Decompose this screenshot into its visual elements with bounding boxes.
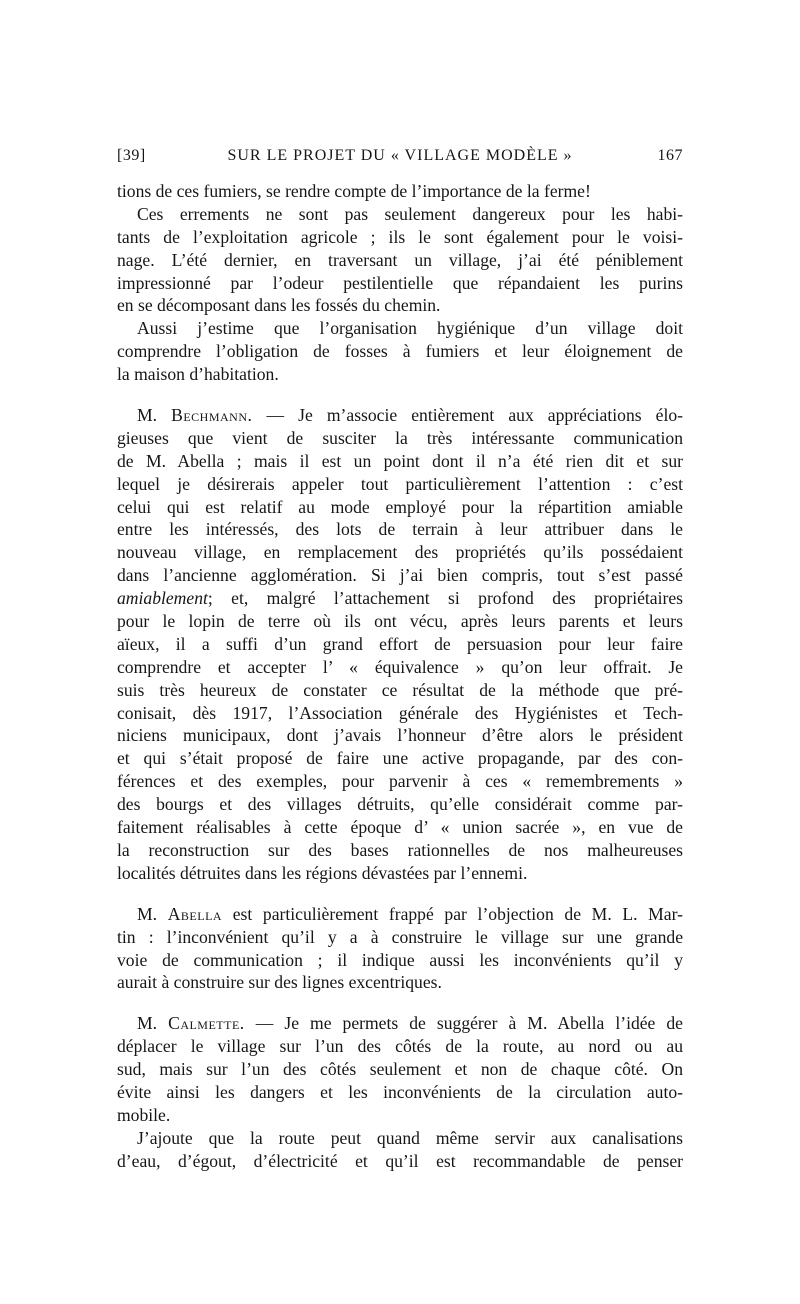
- paragraph-gap: [117, 994, 683, 1012]
- speaker-name: Abella: [167, 903, 223, 924]
- speaker-line: [117, 903, 683, 926]
- text-line: la maison d’habitation.: [117, 364, 279, 385]
- speaker-line: [117, 404, 683, 427]
- paragraph-gap: [117, 386, 683, 404]
- text-line: d’eau, d’égout, d’électricité et qu’il est recommandable de penser: [117, 1150, 683, 1171]
- page-number: 167: [657, 147, 683, 164]
- text-line: entre les intéressés, des lots de terrain à leur attribuer dans le: [117, 519, 683, 540]
- paragraph-errements: [117, 203, 683, 317]
- paragraph-abella: [117, 903, 683, 995]
- text-line: Ces errements ne sont pas seulement dangereux pour les habi-: [137, 203, 683, 224]
- text-line: niciens municipaux, dont j’avais l’honneur d’être alors le président: [117, 725, 683, 746]
- text-line: suis très heureux de constater ce résultat de la méthode que pré-: [117, 679, 683, 700]
- text-line: localités détruites dans les régions dévastées par l’ennemi.: [117, 862, 528, 883]
- text-line: mobile.: [117, 1104, 171, 1125]
- speech-start: — Je m’associe entièrement aux appréciations élo-: [252, 405, 683, 426]
- text-line: impressionné par l’odeur pestilentielle que répandaient les purins: [117, 272, 683, 293]
- text-line: la reconstruction sur des bases rationnelles de nos malheureuses: [117, 839, 683, 860]
- text-line: nouveau village, en remplacement des propriétés qu’ils possédaient: [117, 542, 683, 563]
- text-line: tants de l’exploitation agricole ; ils le sont également pour le voisi-: [117, 226, 683, 247]
- line-rest: ; et, malgré l’attachement si profond des propriétaires: [207, 588, 683, 609]
- text-line: pour le lopin de terre où ils ont vécu, après leurs parents et leurs: [117, 611, 683, 632]
- speech-start: — Je me permets de suggérer à M. Abella l’idée de: [244, 1013, 683, 1034]
- paragraph-bechmann: [117, 404, 683, 885]
- text-line: Aussi j’estime que l’organisation hygiénique d’un village doit: [137, 318, 683, 339]
- page-body: [117, 180, 683, 1173]
- text-line: déplacer le village sur l’un des côtés de la route, au nord ou au: [117, 1036, 683, 1057]
- paragraph-fumiers: [117, 180, 683, 203]
- speaker-name: Calmette.: [168, 1013, 245, 1034]
- text-line: sud, mais sur l’un des côtés seulement et non de chaque côté. On: [117, 1059, 683, 1080]
- text-line: voie de communication ; il indique aussi les inconvénients qu’il y: [117, 949, 683, 970]
- folio-bracket: [39]: [117, 147, 146, 164]
- text-line: férences et des exemples, pour parvenir à ces « remembrements »: [117, 771, 683, 792]
- speaker-prefix: M.: [137, 903, 168, 924]
- text-line: évite ainsi les dangers et les inconvénients de la circulation auto-: [117, 1081, 683, 1102]
- text-line: gieuses que vient de susciter la très intéressante communication: [117, 427, 683, 448]
- text-line: nage. L’été dernier, en traversant un village, j’ai été péniblement: [117, 249, 683, 270]
- text-line: dans l’ancienne agglomération. Si j’ai bien compris, tout s’est passé: [117, 565, 683, 586]
- paragraph-calmette: [117, 1012, 683, 1126]
- text-line: aïeux, il a suffi d’un grand effort de persuasion pour leur faire: [117, 633, 683, 654]
- text-line: tin : l’inconvénient qu’il y a à construire le village sur une grande: [117, 926, 683, 947]
- running-header: [117, 147, 683, 169]
- text-line: conisait, dès 1917, l’Association générale des Hygiénistes et Tech-: [117, 702, 683, 723]
- text-line: tions de ces fumiers, se rendre compte de l’importance de la ferme!: [117, 181, 591, 201]
- text-line: comprendre l’obligation de fosses à fumiers et leur éloignement de: [117, 341, 683, 362]
- text-line: lequel je désirerais appeler tout particulièrement l’attention : c’est: [117, 473, 683, 494]
- speaker-prefix: M.: [137, 405, 172, 426]
- text-line: celui qui est relatif au mode employé pour la répartition amiable: [117, 496, 683, 517]
- text-line: faitement réalisables à cette époque d’ « union sacrée », en vue de: [117, 817, 683, 838]
- italic-word: amiablement: [117, 588, 208, 609]
- speaker-prefix: M.: [137, 1013, 169, 1034]
- text-line-italic: [117, 587, 683, 610]
- speaker-name: Bechmann.: [171, 405, 253, 426]
- text-line: des bourgs et des villages détruits, qu’elle considérait comme par-: [117, 794, 683, 815]
- text-line: J’ajoute que la route peut quand même servir aux canalisations: [137, 1127, 683, 1148]
- text-line: en se décomposant dans les fossés du chemin.: [117, 295, 441, 316]
- text-line: comprendre et accepter l’ « équivalence » qu’on leur offrait. Je: [117, 656, 683, 677]
- paragraph-organisation: [117, 317, 683, 386]
- speech-start: est particulièrement frappé par l’objection de M. L. Mar-: [222, 903, 683, 924]
- text-line: et qui s’était proposé de faire une active propagande, par des con-: [117, 748, 683, 769]
- running-title: SUR LE PROJET DU « VILLAGE MODÈLE »: [227, 147, 573, 164]
- speaker-line: [117, 1012, 683, 1035]
- paragraph-gap: [117, 885, 683, 903]
- paragraph-route: [117, 1127, 683, 1173]
- text-line: aurait à construire sur des lignes excentriques.: [117, 972, 442, 993]
- text-line: de M. Abella ; mais il est un point dont il n’a été rien dit et sur: [117, 450, 683, 471]
